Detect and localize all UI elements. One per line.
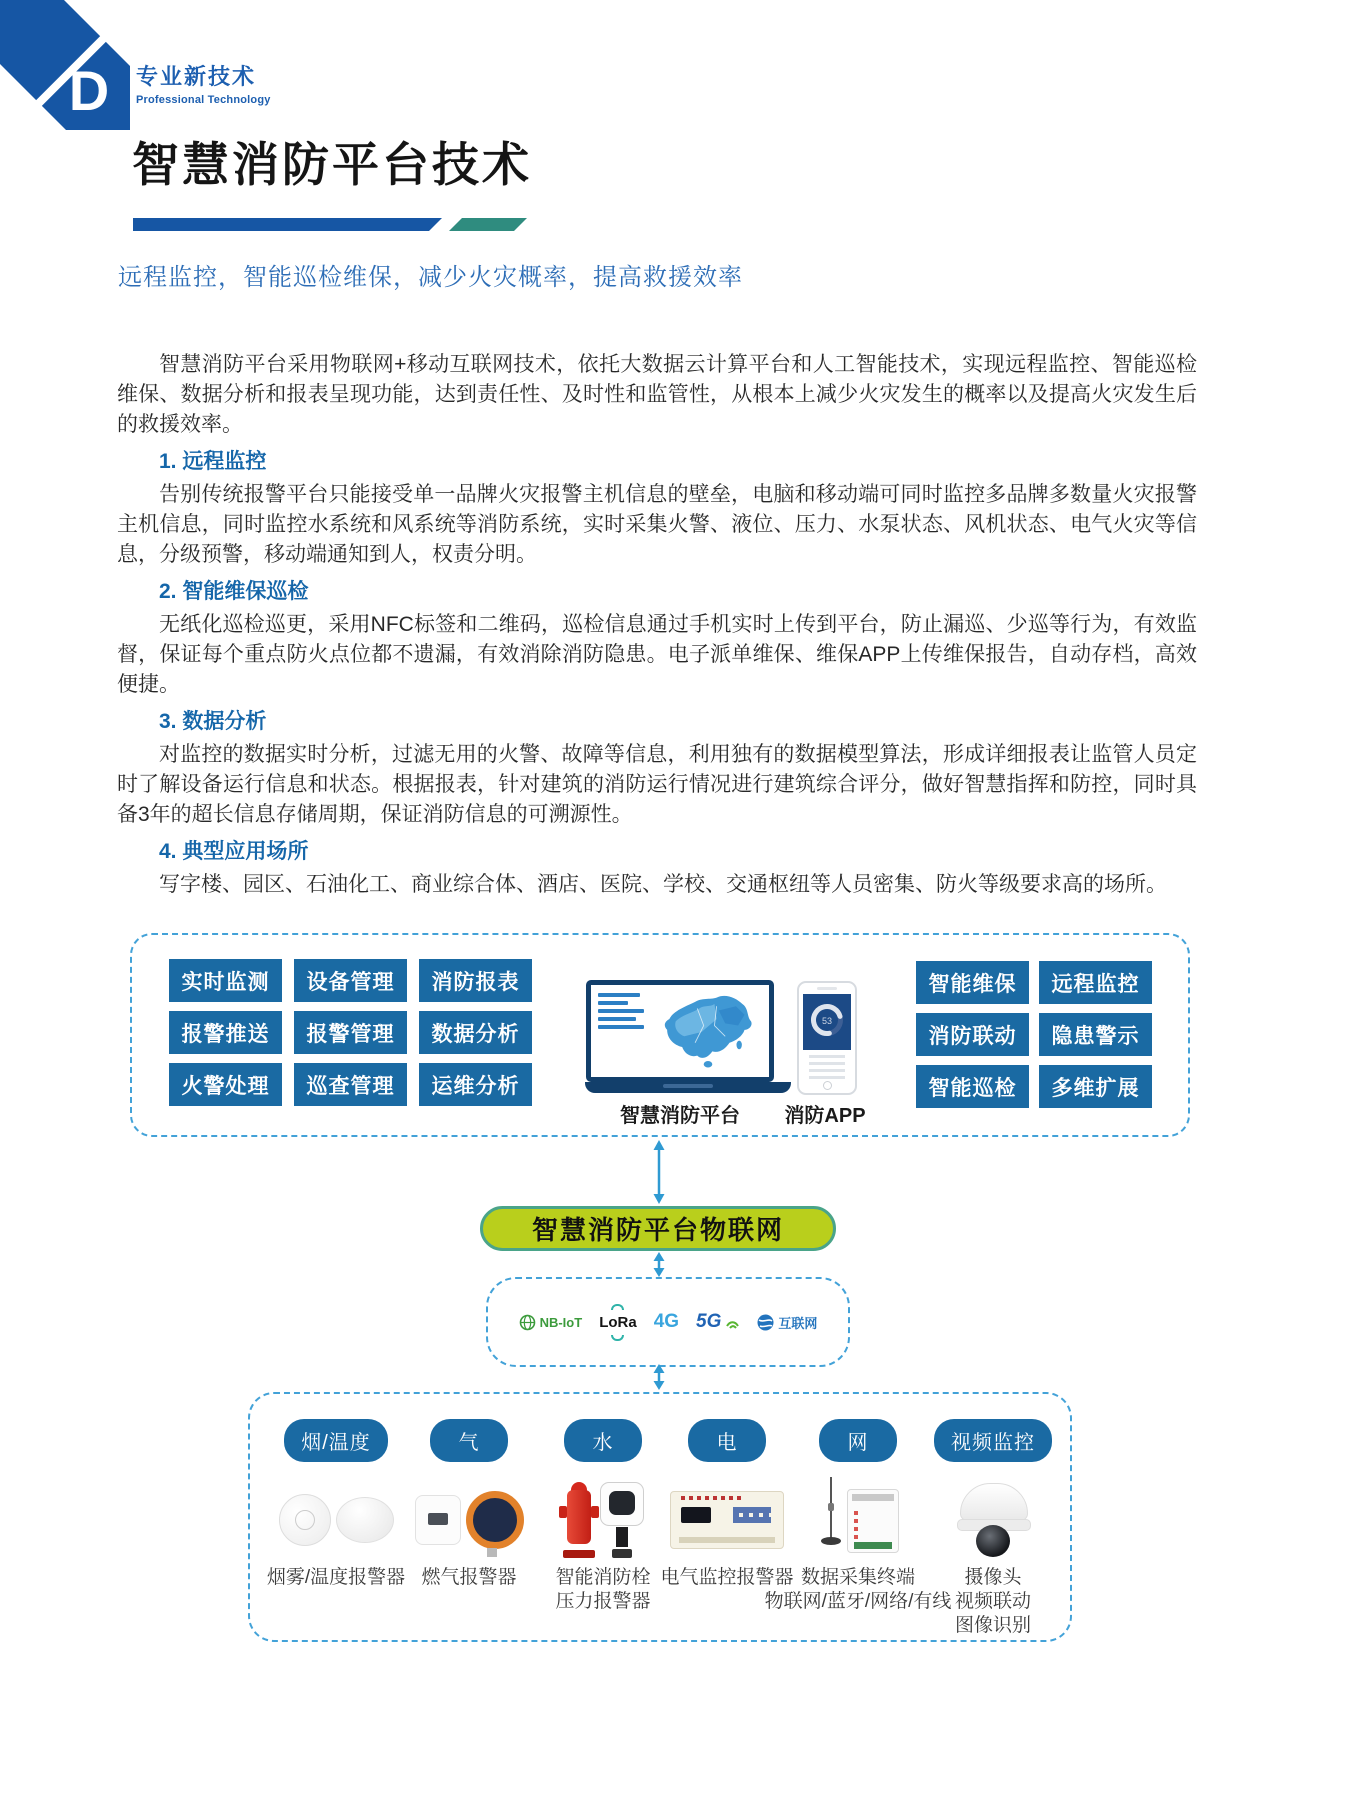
device-column-gas bbox=[394, 1406, 544, 1590]
function-button-ops-analysis: 运维分析 bbox=[419, 1063, 532, 1106]
section-body-2: 无纸化巡检巡更，采用NFC标签和二维码，巡检信息通过手机实时上传到平台，防止漏巡、少巡等行为，有效监督，保证每个重点防火点位都不遗漏，有效消除消防隐患。电子派单维保、维保APP上传维保报告，自动存档，高效便捷。 bbox=[117, 613, 1197, 696]
title-underline-teal bbox=[449, 218, 527, 231]
intro-paragraph: 智慧消防平台采用物联网+移动互联网技术，依托大数据云计算平台和人工智能技术，实现远程监控、智能巡检维保、数据分析和报表呈现功能，达到责任性、及时性和监管性，从根本上减少火灾发生的概率以及提高火灾发生后的救援效率。 bbox=[117, 353, 1197, 436]
nbiot-globe-icon bbox=[519, 1314, 536, 1331]
5g-signal-icon bbox=[725, 1316, 740, 1329]
smoke-detector-image bbox=[261, 1474, 411, 1566]
corner-letter: D bbox=[68, 59, 110, 122]
phone-gauge-value: 53 bbox=[821, 1016, 832, 1026]
network-box bbox=[486, 1277, 850, 1367]
section-heading-2: 2. 智能维保巡检 bbox=[159, 580, 309, 603]
device-label: 摄像头 视频联动 图像识别 bbox=[954, 1567, 1031, 1636]
laptop-illustration bbox=[585, 980, 775, 1093]
phone-home-button bbox=[823, 1081, 832, 1090]
camera-image bbox=[918, 1474, 1068, 1566]
section-body-1: 告别传统报警平台只能接受单一品牌火灾报警主机信息的壁垒，电脑和移动端可同时监控多品牌多数量火灾报警主机信息，同时监控水系统和风系统等消防系统，实时采集火警、液位、压力、水泵状态、风机状态、电气火灾等信息，分级预警，移动端通知到人，权责分明。 bbox=[117, 483, 1197, 566]
body-text bbox=[117, 350, 1197, 900]
device-label: 智能消防栓 压力报警器 bbox=[555, 1567, 651, 1612]
section-heading-3: 3. 数据分析 bbox=[159, 710, 267, 733]
page-subtitle: 远程监控，智能巡检维保，减少火灾概率，提高救援效率 bbox=[118, 264, 743, 291]
nbiot-logo: NB-IoT bbox=[519, 1314, 583, 1331]
pressure-sensor-image bbox=[600, 1482, 644, 1558]
section-body-3: 对监控的数据实时分析，过滤无用的火警、故障等信息，利用独有的数据模型算法，形成详细报表让监管人员定时了解设备运行信息和状态。根据报表，针对建筑的消防运行情况进行建筑综合评分，做好智慧指挥和防控，同时具备3年的超长信息存储周期，保证消防信息的可溯源性。 bbox=[117, 743, 1197, 826]
double-arrow-platform-iot bbox=[651, 1140, 667, 1204]
platform-function-grid-right bbox=[916, 961, 1152, 1108]
category-pill-gas: 气 bbox=[430, 1419, 508, 1462]
device-column-video bbox=[918, 1406, 1068, 1638]
function-button-hazard-warning: 隐患警示 bbox=[1039, 1013, 1152, 1056]
5g-logo: 5G bbox=[696, 1311, 740, 1333]
device-label: 烟雾/温度报警器 bbox=[266, 1567, 406, 1588]
laptop-base bbox=[585, 1082, 791, 1093]
device-column-smoke bbox=[261, 1406, 411, 1590]
function-button-realtime-monitor: 实时监测 bbox=[169, 959, 282, 1002]
lora-logo: LoRa bbox=[599, 1304, 637, 1341]
section-body-4: 写字楼、园区、石油化工、商业综合体、酒店、医院、学校、交通枢纽等人员密集、防火等级要求高的场所。 bbox=[159, 873, 1167, 896]
page-title: 智慧消防平台技术 bbox=[132, 138, 532, 191]
section-heading-1: 1. 远程监控 bbox=[159, 450, 267, 473]
dashboard-list-bars bbox=[598, 993, 644, 1033]
double-arrow-network-devices bbox=[651, 1364, 667, 1390]
device-label: 电气监控报警器 bbox=[660, 1567, 794, 1588]
4g-logo: 4G bbox=[653, 1311, 680, 1332]
category-pill-smoke: 烟/温度 bbox=[284, 1419, 388, 1462]
title-underline-blue bbox=[133, 218, 442, 231]
device-label: 燃气报警器 bbox=[421, 1567, 517, 1588]
function-button-patrol-mgmt: 巡查管理 bbox=[294, 1063, 407, 1106]
function-button-fire-report: 消防报表 bbox=[419, 959, 532, 1002]
function-button-smart-patrol: 智能巡检 bbox=[916, 1065, 1029, 1108]
function-button-fire-linkage: 消防联动 bbox=[916, 1013, 1029, 1056]
china-map bbox=[649, 989, 767, 1075]
brand-subtitle: Professional Technology bbox=[136, 94, 271, 106]
gas-alarm-image bbox=[394, 1474, 544, 1566]
iot-pill: 智慧消防平台物联网 bbox=[480, 1206, 836, 1251]
internet-globe-icon bbox=[757, 1314, 774, 1331]
phone-illustration bbox=[797, 981, 857, 1095]
function-button-remote-monitor: 远程监控 bbox=[1039, 961, 1152, 1004]
function-button-fire-handling: 火警处理 bbox=[169, 1063, 282, 1106]
function-button-device-mgmt: 设备管理 bbox=[294, 959, 407, 1002]
section-heading-4: 4. 典型应用场所 bbox=[159, 840, 309, 863]
lora-arc-icon bbox=[611, 1335, 624, 1341]
phone-screen bbox=[803, 994, 851, 1050]
corner-ribbon bbox=[0, 0, 130, 130]
laptop-label: 智慧消防平台 bbox=[620, 1105, 740, 1127]
phone-list-lines bbox=[809, 1055, 845, 1083]
brand-title: 专业新技术 bbox=[136, 64, 257, 89]
laptop-screen bbox=[586, 980, 774, 1082]
platform-function-grid-left bbox=[169, 959, 532, 1106]
category-pill-water: 水 bbox=[564, 1419, 642, 1462]
function-button-data-analysis: 数据分析 bbox=[419, 1011, 532, 1054]
device-label: 数据采集终端 物联网/蓝牙/网络/有线 bbox=[764, 1567, 952, 1612]
function-button-smart-maintenance: 智能维保 bbox=[916, 961, 1029, 1004]
category-pill-network: 网 bbox=[819, 1419, 897, 1462]
lora-arc-icon bbox=[611, 1304, 624, 1310]
function-button-multi-extension: 多维扩展 bbox=[1039, 1065, 1152, 1108]
function-button-alarm-mgmt: 报警管理 bbox=[294, 1011, 407, 1054]
category-pill-electric: 电 bbox=[688, 1419, 766, 1462]
function-button-alarm-push: 报警推送 bbox=[169, 1011, 282, 1054]
double-arrow-iot-network bbox=[651, 1252, 667, 1277]
internet-logo: 互联网 bbox=[757, 1313, 817, 1332]
phone-label: 消防APP bbox=[784, 1105, 866, 1127]
brand-block bbox=[136, 60, 271, 106]
category-pill-video: 视频监控 bbox=[934, 1419, 1052, 1462]
